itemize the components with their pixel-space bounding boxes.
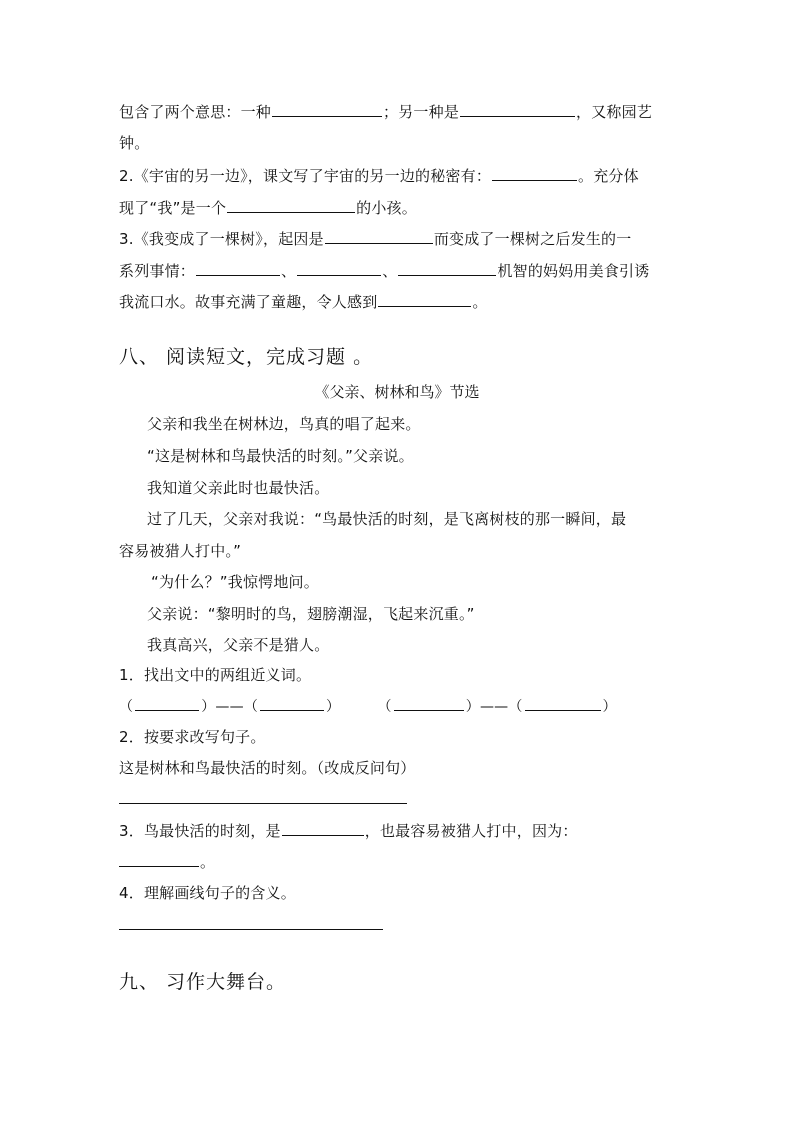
fill-blank[interactable]	[119, 851, 199, 867]
q2-sentence: 这是树林和鸟最快活的时刻。（改成反问句）	[119, 759, 416, 777]
fill-blank[interactable]	[282, 820, 364, 836]
s7-q2-line2	[119, 197, 417, 218]
s7-q2-line1	[119, 165, 639, 186]
separator: 、	[281, 262, 297, 280]
s7-q3-text-c: 系列事情：	[119, 262, 196, 280]
dash: ——	[479, 699, 509, 715]
passage-paragraph: “为什么？”我惊愕地问。	[151, 573, 319, 591]
paren-close: ）	[602, 699, 617, 715]
passage-paragraph: 我知道父亲此时也最快活。	[147, 479, 330, 497]
fill-blank[interactable]	[394, 695, 464, 711]
answer-line[interactable]	[119, 803, 407, 804]
q3-text-b: ，也最容易被猎人打中，因为：	[364, 822, 578, 840]
question-4: 4．理解画线句子的含义。	[119, 884, 296, 902]
fill-blank[interactable]	[525, 695, 601, 711]
paren-close: ）	[465, 699, 480, 715]
fill-blank[interactable]	[378, 291, 471, 307]
q3-line2	[119, 851, 215, 872]
fill-blank[interactable]	[135, 695, 199, 711]
passage-paragraph: 过了几天，父亲对我说：“鸟最快活的时刻，是飞离树枝的那一瞬间，最	[147, 510, 627, 528]
paren-open: （	[243, 699, 259, 715]
s7-line1	[119, 101, 652, 122]
paren-open: （	[119, 699, 134, 715]
s7-q2-text-d: 的小孩。	[356, 199, 417, 217]
question-3	[119, 820, 578, 841]
synonym-pair-1	[119, 695, 340, 717]
question-2: 2．按要求改写句子。	[119, 728, 266, 746]
section8-heading: 八、 阅读短文，完成习题 。	[119, 346, 374, 368]
s7-q2-text-b: 。充分体	[578, 167, 639, 185]
s7-q2-text-a: 2.《宇宙的另一边》，课文写了宇宙的另一边的秘密有：	[119, 167, 492, 185]
paren-open: （	[508, 699, 523, 715]
s7-line1-text-a: 包含了两个意思：一种	[119, 103, 272, 121]
q1-answer-row	[119, 695, 617, 717]
s7-q3-line3	[119, 291, 488, 312]
s7-q3-text-a: 3.《我变成了一棵树》，起因是	[119, 230, 324, 248]
fill-blank[interactable]	[272, 101, 382, 117]
passage-paragraph: 父亲和我坐在树林边，鸟真的唱了起来。	[147, 415, 421, 433]
s7-q3-line1	[119, 228, 631, 249]
passage-paragraph: 父亲说：“黎明时的鸟，翅膀潮湿，飞起来沉重。”	[147, 605, 475, 623]
passage-paragraph: 我真高兴，父亲不是猎人。	[147, 636, 330, 654]
q3-text-a: 3．鸟最快活的时刻，是	[119, 822, 281, 840]
fill-blank[interactable]	[398, 260, 496, 276]
fill-blank[interactable]	[492, 165, 577, 181]
section9-heading: 九、 习作大舞台。	[119, 971, 287, 993]
s7-q3-text-d: 机智的妈妈用美食引诱	[497, 262, 650, 280]
s7-line1-text-b: ；另一种是	[383, 103, 460, 121]
s7-q3-text-b: 而变成了一棵树之后发生的一	[433, 230, 632, 248]
paren-close: ）	[201, 699, 216, 715]
fill-blank[interactable]	[297, 260, 381, 276]
fill-blank[interactable]	[460, 101, 575, 117]
paren-close: ）	[326, 699, 341, 715]
fill-blank[interactable]	[196, 260, 280, 276]
fill-blank[interactable]	[325, 228, 433, 244]
question-1: 1．找出文中的两组近义词。	[119, 666, 312, 684]
q3-end: 。	[200, 853, 216, 871]
s7-q3-text-f: 。	[472, 293, 488, 311]
passage-paragraph-cont: 容易被猎人打中。”	[119, 542, 242, 560]
s7-line1-text-c: ，又称园艺	[576, 103, 653, 121]
s7-q3-text-e: 我流口水。故事充满了童趣，令人感到	[119, 293, 378, 311]
synonym-pair-2	[378, 695, 617, 717]
passage-title: 《父亲、树林和鸟》节选	[314, 383, 480, 401]
fill-blank[interactable]	[227, 197, 355, 213]
s7-line2: 钟。	[119, 134, 150, 152]
s7-q2-text-c: 现了“我”是一个	[119, 199, 227, 217]
answer-line[interactable]	[119, 929, 383, 930]
dash: ——	[215, 699, 244, 715]
fill-blank[interactable]	[260, 695, 324, 711]
paren-open: （	[377, 699, 392, 715]
separator: 、	[382, 262, 398, 280]
s7-q3-line2	[119, 260, 649, 281]
passage-paragraph: “这是树林和鸟最快活的时刻。”父亲说。	[147, 447, 414, 465]
